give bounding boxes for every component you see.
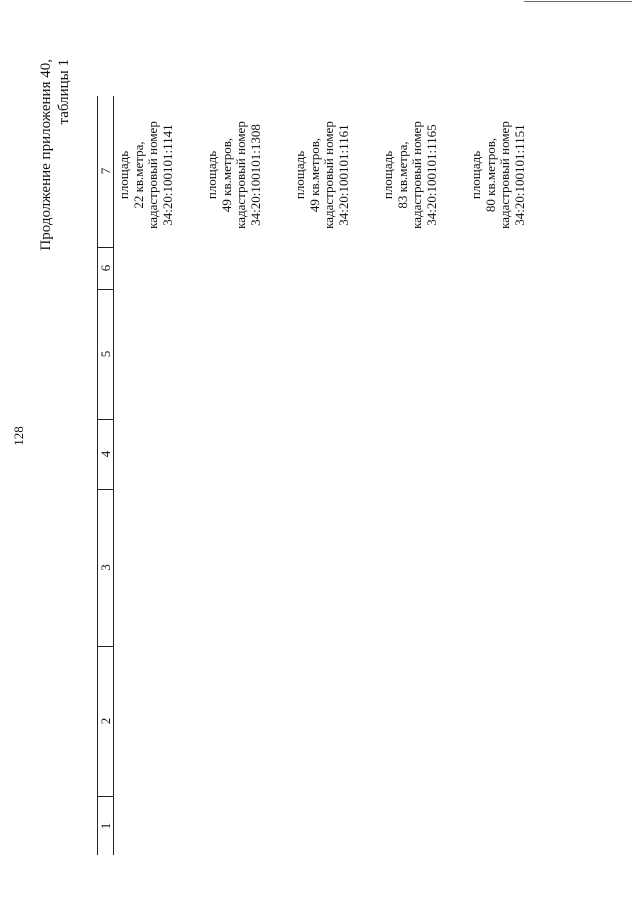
cadastral-number: 34:20:100101:1151 [511,124,527,226]
cadastral-label: кадастровый номер [145,121,160,229]
table-header-row [97,96,114,855]
column-7-entries [115,100,555,250]
table-row [203,100,291,250]
area-value: 49 кв.метров, [218,137,234,213]
area-label: площадь [116,150,131,200]
area-label: площадь [292,150,307,200]
area-value: 83 кв.метра, [394,141,410,209]
table-row [467,100,555,250]
table-caption [37,59,73,319]
area-label: площадь [468,150,483,200]
cadastral-label: кадастровый номер [409,121,424,229]
column-header-5: 5 [98,289,113,420]
area-value: 22 кв.метра, [130,141,146,209]
cadastral-number: 34:20:100101:1141 [159,124,175,226]
caption-line-1: Продолжение приложения 40, [38,59,54,251]
cadastral-number: 34:20:100101:1161 [335,124,351,226]
table-row [291,100,379,250]
area-label: площадь [380,150,395,200]
column-header-2: 2 [98,646,113,797]
table-row [379,100,467,250]
cadastral-label: кадастровый номер [321,121,336,229]
cadastral-number: 34:20:100101:1308 [247,124,263,226]
page-number: 128 [11,426,26,446]
column-header-6: 6 [98,247,113,290]
cadastral-number: 34:20:100101:1165 [423,124,439,226]
column-header-3: 3 [98,489,113,647]
data-table [97,96,527,855]
area-value: 49 кв.метров, [306,137,322,213]
table-row [115,100,203,250]
area-value: 80 кв.метров, [482,137,498,213]
cadastral-label: кадастровый номер [233,121,248,229]
cadastral-label: кадастровый номер [497,121,512,229]
column-header-7: 7 [98,95,113,248]
column-header-1: 1 [98,822,113,830]
caption-line-2: таблицы 1 [56,59,72,125]
area-label: площадь [204,150,219,200]
column-header-4: 4 [98,419,113,490]
